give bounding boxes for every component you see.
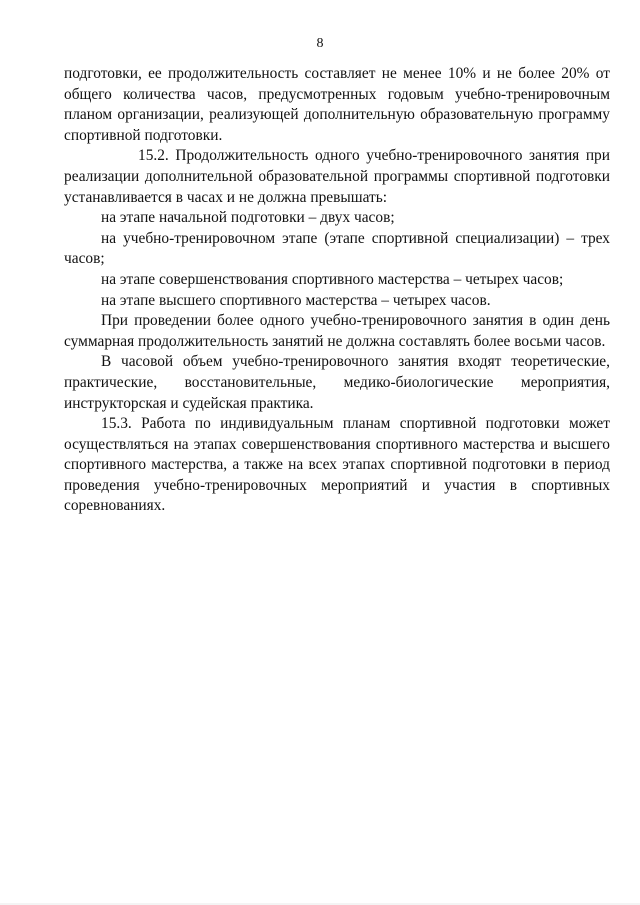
paragraph-continuation: подготовки, ее продолжительность составляет не менее 10% и не более 20% от общего количества часов, предусмотренных годовым учебно-тренировочным планом организации, реализующей дополнительную образовательную программу спортивной подготовки. [64, 65, 610, 144]
clause-number-15-2: 15.2. [138, 147, 169, 165]
clause-text-15-3: Работа по индивидуальным планам спортивной подготовки может осуществляться на этапах совершенствования спортивного мастерства и высшего спортивного мастерства, а также на всех этапах спортивной подготовки в период проведения учебно-тренировочных мероприятий и участия в спортивных соревнованиях. [64, 415, 610, 515]
list-item-highest-mastery-stage: на этапе высшего спортивного мастерства – четырех часов. [101, 291, 491, 309]
page-number: 8 [316, 36, 324, 51]
document-body [64, 64, 610, 517]
paragraph-15-2 [64, 146, 610, 208]
paragraph-15-3 [64, 414, 610, 517]
list-item-training-stage: на учебно-тренировочном этапе (этапе спортивной специализации) – трех часов; [64, 229, 610, 268]
clause-number-15-3: 15.3. [101, 415, 132, 433]
list-item-initial-stage: на этапе начальной подготовки – двух часов; [101, 209, 395, 227]
clause-text-15-2: Продолжительность одного учебно-тренировочного занятия при реализации дополнительной образовательной программы спортивной подготовки устанавливается в часах и не должна превышать: [64, 147, 610, 206]
paragraph-hour-volume: В часовой объем учебно-тренировочного занятия входят теоретические, практические, восстановительные, медико-биологические мероприятия, инструкторская и судейская практика. [64, 353, 610, 412]
paragraph-daily-limit: При проведении более одного учебно-тренировочного занятия в один день суммарная продолжительность занятий не должна составлять более восьми часов. [64, 312, 610, 350]
list-item-improvement-stage: на этапе совершенствования спортивного мастерства – четырех часов; [101, 270, 564, 288]
